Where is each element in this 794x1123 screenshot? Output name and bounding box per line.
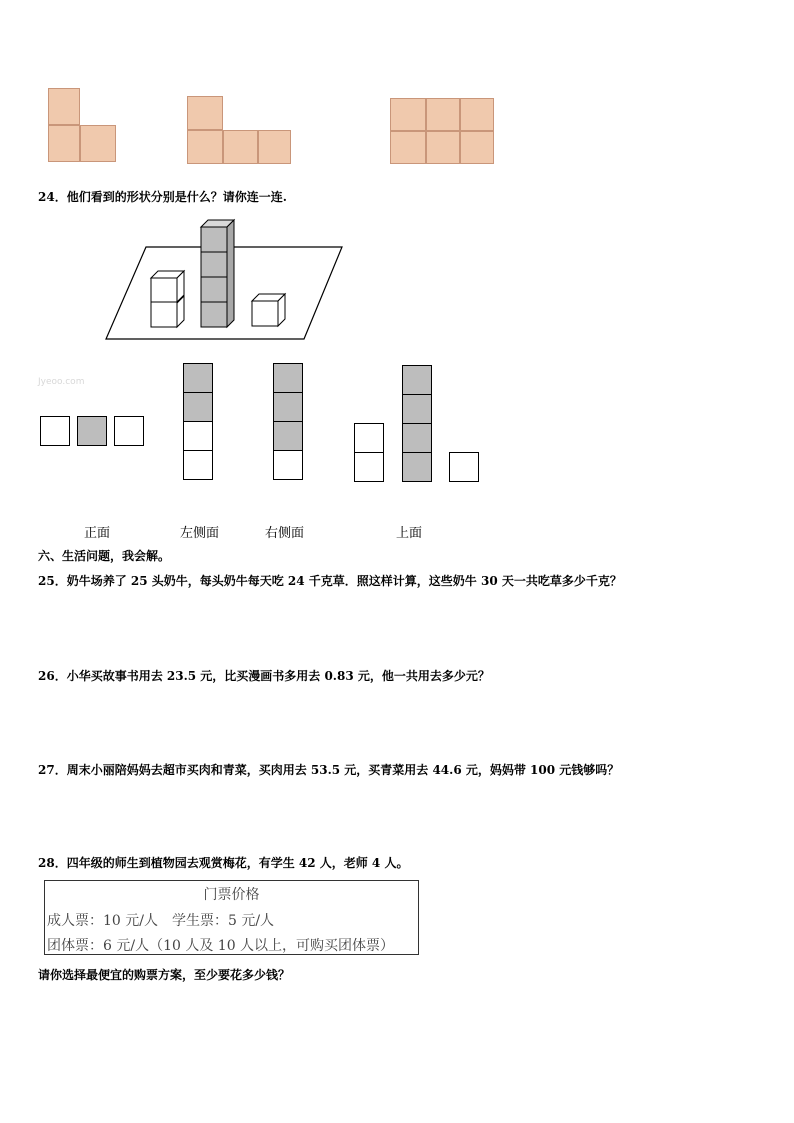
- ticket-price-title: 门票价格: [203, 887, 260, 903]
- label-top-view[interactable]: 上面: [396, 526, 423, 541]
- ticket-price-line-1: 成人票：10 元/人 学生票：5 元/人: [47, 913, 275, 929]
- ticket-price-box: [44, 880, 419, 955]
- section-6-heading: 六、生活问题，我会解。: [38, 549, 171, 563]
- question-28: 28．四年级的师生到植物园去观赏梅花，有学生 42 人，老师 4 人。: [38, 856, 409, 870]
- question-27: 27．周末小丽陪妈妈去超市买肉和青菜，买肉用去 53.5 元，买青菜用去 44.6 元，妈妈带 100 元钱够吗？: [38, 763, 620, 777]
- watermark: Jyeoo.com: [38, 377, 85, 387]
- label-right-view[interactable]: 右侧面: [265, 526, 305, 541]
- tall-cube-stack: [201, 220, 234, 327]
- question-28-ask: 请你选择最便宜的购票方案，至少要花多少钱？: [38, 968, 291, 982]
- question-25: 25．奶牛场养了 25 头奶牛，每头奶牛每天吃 24 千克草．照这样计算，这些奶牛 30 天一共吃草多少千克？: [38, 574, 622, 588]
- cube-arrangement-diagram: [100, 215, 350, 345]
- question-24: 24．他们看到的形状分别是什么？请你连一连.: [38, 190, 287, 204]
- single-cube: [252, 294, 285, 326]
- label-left-view[interactable]: 左侧面: [180, 526, 220, 541]
- left-cube-stack: [151, 271, 184, 327]
- ticket-price-line-2: 团体票：6 元/人（10 人及 10 人以上，可购买团体票）: [47, 938, 395, 954]
- label-front-view[interactable]: 正面: [84, 526, 111, 541]
- question-26: 26．小华买故事书用去 23.5 元，比买漫画书多用去 0.83 元，他一共用去多少元？: [38, 669, 490, 683]
